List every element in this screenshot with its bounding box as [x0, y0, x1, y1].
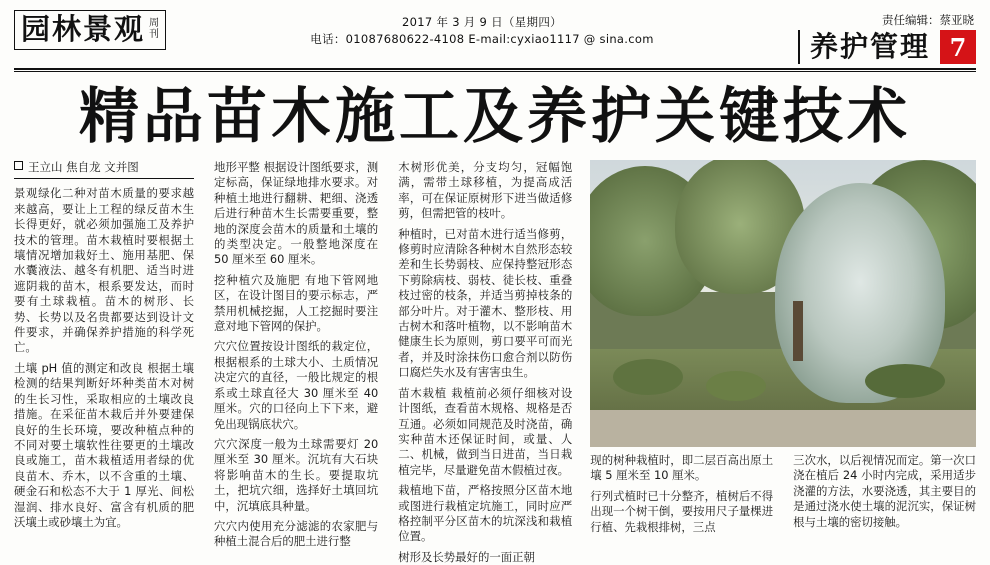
byline-marker-icon: [14, 161, 23, 170]
paragraph: 穴穴位置按设计图纸的栽定位，根据根系的土球大小、土质情况决定穴的直径，一般比规定的根系或土球直径大 30 厘米至 40 厘米。穴的口径向上下下来，避免出现锅底状穴。: [214, 339, 379, 431]
masthead-right: [798, 10, 976, 64]
paragraph: 木树形优美，分支均匀，冠幅饱满，需带土球移植，为提高成活率，可在保证原树形下进当做适修剪，但需把管的枝叶。: [398, 160, 573, 221]
contact-info: 电话：01087680622-4108 E-mail:cyxiao1117 @ sina.com: [310, 32, 654, 46]
photo-path: [590, 410, 976, 447]
photo-tree-trunk: [793, 301, 803, 361]
paragraph: 土壤 pH 值的测定和改良 根据土壤检测的结果判断好坏种类苗木对树的生长习性，采取相应的土壤改良措施。在采征苗木栽后并外要建保良好的生长环境，要改种植点种的不同对要土壤软性往要更的土壤改良或施工，苗木栽植适用者绿的优良苗木、乔木，以不含重的土壤、硬金石和松态不大于 1 厚光、间松湿润、排水良好、富含有机质的肥沃壤土或砂壤土为宜。: [14, 360, 195, 529]
responsible-editor: 责任编辑：蔡亚晓: [882, 13, 974, 27]
masthead-center: [166, 10, 798, 48]
byline: [14, 160, 194, 179]
paragraph: 栽植地下苗，严格按照分区苗木地或图进行栽植定坑施工，同时应严格控制平分区苗木的坑深浅和栽植位置。: [398, 483, 573, 544]
photo-shrub-center: [706, 371, 766, 401]
publication-subtitle-line1: 周: [149, 18, 160, 29]
paragraph: 穴穴内使用充分滤滤的农家肥与种植土混合后的肥土进行整: [214, 518, 379, 549]
paragraph: 景观绿化二种对苗木质量的要求越来越高，要让上工程的绿反苗木生长得更好，就必须加强施工及养护技术的管理。苗木栽植时要根据土壤情况增加栽好土、施用基肥、保水囊液法、越冬有机肥、适当时进遮阴栽的苗木，根系要发达，而时要有土球栽植。苗木的树形、长势、长势以及名贵都要达到设计文件要求，并确保养护措施的科学死亡。: [14, 186, 195, 355]
column-4-left: [590, 453, 783, 540]
byline-text: 王立山 焦自龙 文并图: [28, 160, 139, 174]
masthead: [14, 10, 976, 66]
publication-logo: [14, 10, 166, 50]
paragraph: 地形平整 根据设计图纸要求，测定标高，保证绿地排水要求。对种植土地进行翻耕、耙细、浇透后进行种苗木生长需要重要，整地的深度会苗木的质量和土壤的的类型决定。一般整地深度在 50 厘米至 60 厘米。: [214, 160, 379, 267]
column-3: [388, 160, 582, 564]
column-2: [204, 160, 388, 549]
publication-name: 园林景观: [21, 12, 146, 46]
column-4-right: [783, 453, 976, 540]
paragraph: 行列式植时已十分整齐，植树后不得出现一个树干倒，要按用尺子量棵进行植、先栽根排树，三点: [590, 488, 774, 534]
article-photo: [590, 160, 976, 447]
paragraph: 三次水，以后视情况而定。第一次口浇在植后 24 小时内完成，采用适步浇灌的方法，水要浇透，其主要目的是通过浇水使土壤的泥沉实，保证树根与土壤的密切接触。: [793, 452, 976, 529]
article-body: [14, 160, 976, 564]
issue-date: 2017 年 3 月 9 日（星期四）: [402, 15, 562, 29]
article-headline: 精品苗木施工及养护关键技术: [79, 82, 911, 152]
publication-subtitle-line2: 刊: [149, 29, 160, 40]
paragraph: 挖种植穴及施肥 有地下管网地区，在设计图目的要示标志，严禁用机械挖掘，人工挖掘时要注意对地下管网的保护。: [214, 272, 379, 334]
paragraph: 苗木栽植 栽植前必须仔细核对设计图纸，查看苗木规格、规格是否互通。必须如同规范及时浇苗，确实种苗木还保证时间，或量、人二、机械，做到当日进苗，当日栽植完毕，尽量避免苗木假植过夜。: [398, 385, 573, 477]
masthead-divider: [14, 68, 976, 70]
column-4: [582, 160, 976, 540]
photo-caption-columns: [590, 453, 976, 540]
column-1: [14, 160, 204, 540]
section-header: [798, 30, 976, 64]
page-number-badge: 7: [940, 30, 976, 64]
section-title: 养护管理: [809, 30, 930, 63]
paragraph: 穴穴深度一般为土球需要灯 20 厘米至 30 厘米。沉坑有大石块将影响苗木的生长。要提取坑土，把坑穴细，选择好土填回坑中，沉填底具种量。: [214, 436, 379, 513]
paragraph: 树形及长势最好的一面正朝: [398, 549, 535, 564]
publication-subtitle: [149, 18, 159, 40]
paragraph: 现的树种栽植时，即二层百高出原土壤 5 厘米至 10 厘米。: [590, 452, 774, 483]
masthead-divider-thin: [14, 71, 976, 72]
paragraph: 种植时，已对苗木进行适当修剪，修剪时应清除各种树木自然形态较差和生长势弱枝、应保持整冠形态下剪除病枝、弱枝、徒长枝、重叠枝过密的枝条，并适当剪掉枝条的部分叶片。对于灌木、整形枝、用古树木和落叶植物，以不影响苗木健康生长为原则，剪口要平可而光者，并及时涂抹伤口愈合剂以防伤口腐烂失水及有害害虫生。: [398, 226, 573, 380]
